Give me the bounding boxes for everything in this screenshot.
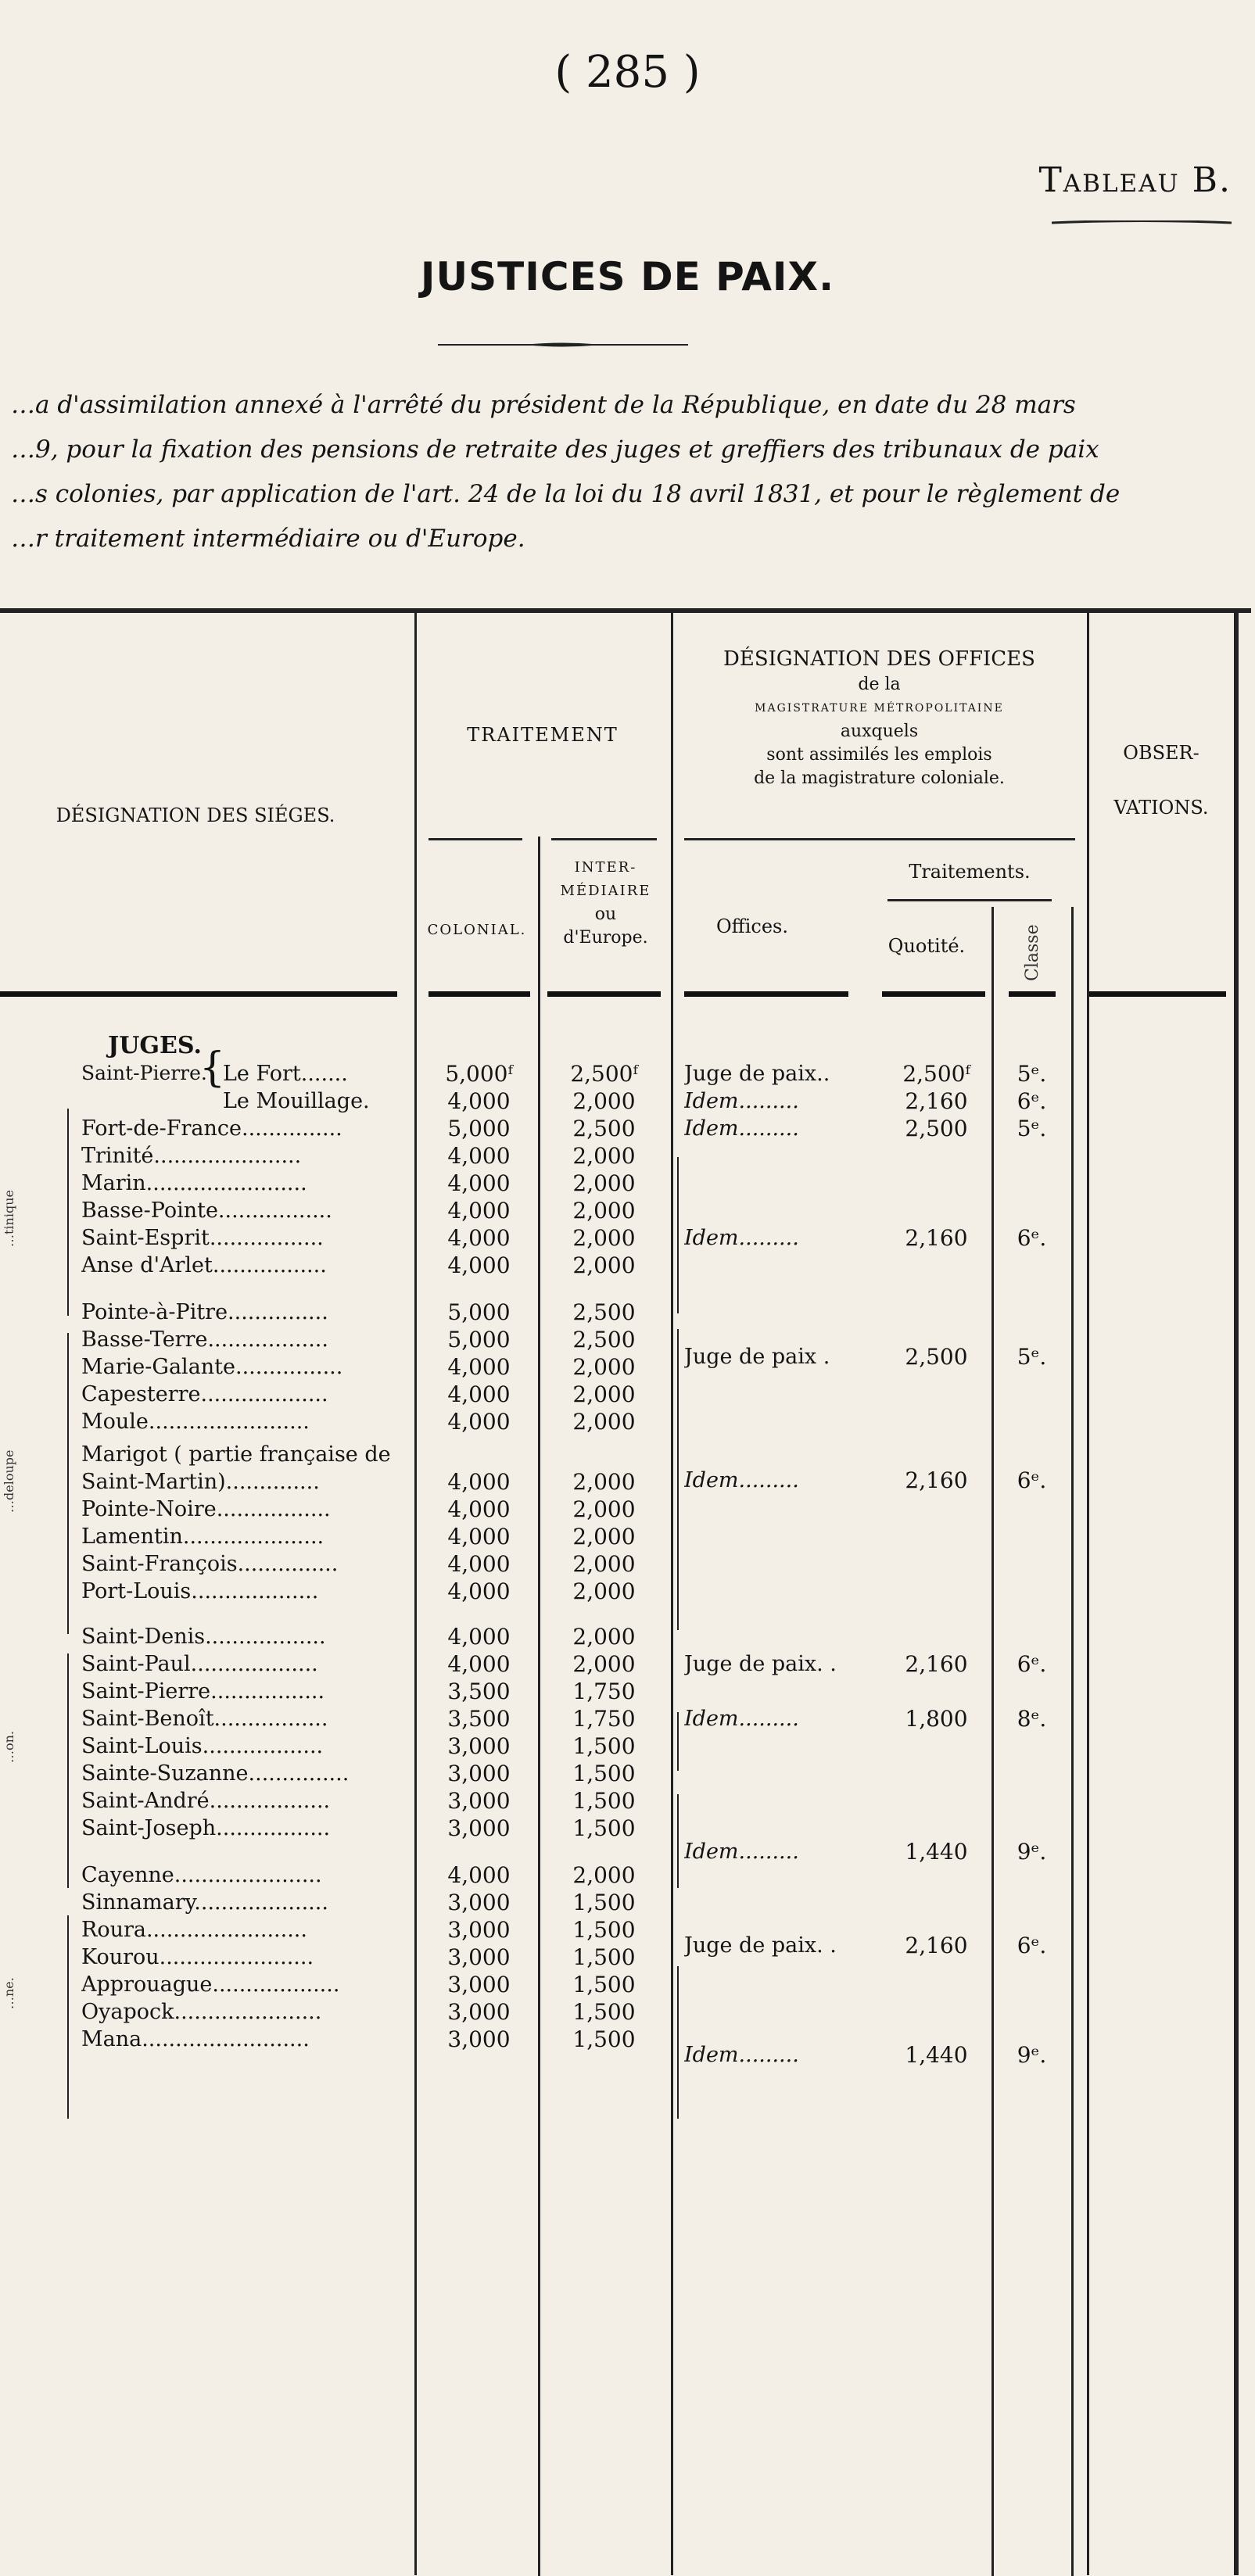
- intermediate-value: 1,500: [572, 1815, 636, 1841]
- seat-name: Saint-André..................: [81, 1789, 331, 1813]
- office-brace: [677, 1966, 679, 2119]
- intermediate-value: 1,500: [572, 2026, 636, 2052]
- intermediate-value: 2,000: [572, 1578, 636, 1604]
- colonial-value: 5,000ᶠ: [445, 1061, 513, 1087]
- office-name: Idem.........: [684, 1089, 799, 1113]
- colonial-value: 4,000: [447, 1862, 511, 1888]
- seat-name: Capesterre...................: [81, 1382, 328, 1406]
- header-line: MÉDIAIRE: [560, 883, 651, 899]
- colonial-value: 5,000: [447, 1299, 511, 1325]
- seat-name: Sinnamary....................: [81, 1890, 328, 1915]
- seat-name: Sainte-Suzanne...............: [81, 1761, 350, 1786]
- office-name: Idem.........: [684, 1116, 799, 1141]
- office-name: Idem.........: [684, 2043, 799, 2067]
- intermediate-value: 2,000: [572, 1198, 636, 1224]
- seat-name: Mana.........................: [81, 2027, 310, 2051]
- intermediate-value: 2,000: [572, 1354, 636, 1380]
- office-quotite: 2,160: [905, 1933, 968, 1958]
- header-observations: [1088, 741, 1234, 819]
- colony-label: …ne.: [2, 1977, 16, 2009]
- colonial-value: 4,000: [447, 1651, 511, 1677]
- seat-name: Saint-Benoît.................: [81, 1707, 328, 1731]
- office-classe: 6ᵉ.: [1017, 1651, 1047, 1677]
- seat-name: Saint-Joseph.................: [81, 1816, 331, 1840]
- office-brace: [677, 1329, 679, 1630]
- seat-name: Approuague...................: [81, 1972, 340, 1997]
- intro-line: …a d'assimilation annexé à l'arrêté du président de la République, en date du 28 mars: [11, 391, 1076, 419]
- office-classe: 6ᵉ.: [1017, 1088, 1047, 1114]
- group-brace: [67, 1333, 69, 1634]
- colonial-value: 4,000: [447, 1252, 511, 1278]
- intermediate-value: 2,000: [572, 1170, 636, 1196]
- column-rule: [684, 991, 848, 997]
- seat-name: Cayenne......................: [81, 1863, 322, 1887]
- header-rule: [551, 838, 657, 840]
- title-ornament: [438, 341, 688, 349]
- column-rule: [428, 991, 530, 997]
- seat-name: Saint-Paul...................: [81, 1652, 318, 1676]
- office-brace: [677, 1157, 679, 1313]
- office-quotite: 1,440: [905, 2042, 968, 2068]
- table-divider: [1087, 613, 1089, 2575]
- header-line: DÉSIGNATION DES OFFICES: [723, 647, 1035, 671]
- intermediate-value: 2,000: [572, 1551, 636, 1577]
- brace-glyph: {: [199, 1044, 226, 1091]
- intermediate-value: 2,500ᶠ: [570, 1061, 638, 1087]
- office-name: Idem.........: [684, 1840, 799, 1864]
- header-line: de la magistrature coloniale.: [754, 769, 1005, 788]
- header-line: de la: [858, 675, 901, 694]
- colonial-value: 4,000: [447, 1524, 511, 1550]
- colonial-value: 4,000: [447, 1551, 511, 1577]
- office-quotite: 2,160: [905, 1088, 968, 1114]
- seat-name: Saint-Louis..................: [81, 1734, 324, 1758]
- office-name: Juge de paix. .: [684, 1933, 837, 1958]
- table-divider: [414, 613, 417, 2575]
- header-designation-offices: [674, 645, 1085, 790]
- column-rule: [547, 991, 661, 997]
- office-brace: [677, 1794, 679, 1888]
- saint-pierre-label: Saint-Pierre.: [81, 1062, 207, 1084]
- intermediate-value: 2,000: [572, 1469, 636, 1495]
- header-line: INTER-: [574, 859, 637, 876]
- intermediate-value: 2,000: [572, 1624, 636, 1650]
- office-quotite: 2,160: [905, 1651, 968, 1677]
- office-quotite: 2,500: [905, 1344, 968, 1370]
- colonial-value: 4,000: [447, 1578, 511, 1604]
- colonial-value: 5,000: [447, 1116, 511, 1141]
- seat-name: Le Fort.......: [223, 1062, 348, 1086]
- header-traitements: Traitements.: [909, 861, 1031, 883]
- office-classe: 9ᵉ.: [1017, 2042, 1047, 2068]
- header-colonial: COLONIAL.: [427, 922, 527, 938]
- colonial-value: 4,000: [447, 1143, 511, 1169]
- header-line: sont assimilés les emplois: [766, 745, 992, 765]
- office-classe: 5ᵉ.: [1017, 1116, 1047, 1141]
- page-title: JUSTICES DE PAIX.: [420, 254, 835, 299]
- seat-name: Saint-Esprit.................: [81, 1226, 324, 1250]
- header-line: d'Europe.: [563, 928, 648, 948]
- header-rule: [887, 899, 1052, 901]
- table-divider: [1071, 907, 1074, 2576]
- intermediate-value: 2,500: [572, 1327, 636, 1352]
- office-classe: 6ᵉ.: [1017, 1225, 1047, 1251]
- intermediate-value: 2,000: [572, 1862, 636, 1888]
- office-name: Juge de paix. .: [684, 1652, 837, 1676]
- intermediate-value: 2,000: [572, 1225, 636, 1251]
- intro-line: …r traitement intermédiaire ou d'Europe.: [11, 525, 525, 553]
- seat-name: Basse-Pointe.................: [81, 1198, 332, 1223]
- seat-name: Saint-Martin)..............: [81, 1470, 320, 1494]
- group-brace: [67, 1653, 69, 1888]
- office-classe: 8ᵉ.: [1017, 1706, 1047, 1732]
- intro-text: [11, 383, 1254, 561]
- office-classe: 6ᵉ.: [1017, 1467, 1047, 1493]
- office-name: Juge de paix..: [684, 1062, 830, 1086]
- header-line: MAGISTRATURE MÉTROPOLITAINE: [755, 702, 1004, 715]
- colonial-value: 4,000: [447, 1198, 511, 1224]
- seat-name: Pointe-Noire.................: [81, 1497, 331, 1521]
- office-quotite: 2,500ᶠ: [902, 1061, 970, 1087]
- table-divider: [1234, 613, 1239, 2575]
- intermediate-value: 1,750: [572, 1679, 636, 1704]
- header-line: auxquels: [840, 722, 919, 741]
- header-traitement: TRAITEMENT: [467, 724, 619, 746]
- table-divider: [538, 837, 540, 2576]
- intermediate-value: 2,000: [572, 1524, 636, 1550]
- colonial-value: 3,500: [447, 1706, 511, 1732]
- seat-name: Marie-Galante................: [81, 1355, 343, 1379]
- office-classe: 9ᵉ.: [1017, 1839, 1047, 1865]
- office-quotite: 1,440: [905, 1839, 968, 1865]
- intro-line: …9, pour la fixation des pensions de retraite des juges et greffiers des tribunaux de paix: [11, 435, 1099, 464]
- office-brace: [677, 1712, 679, 1771]
- seat-name: Moule........................: [81, 1410, 310, 1434]
- colonial-value: 4,000: [447, 1170, 511, 1196]
- colonial-value: 5,000: [447, 1327, 511, 1352]
- seat-name: Le Mouillage.: [223, 1089, 370, 1113]
- header-line: OBSER-: [1123, 742, 1199, 764]
- intermediate-value: 1,500: [572, 1788, 636, 1814]
- intermediate-value: 2,000: [572, 1651, 636, 1677]
- colonial-value: 4,000: [447, 1088, 511, 1114]
- intermediate-value: 1,500: [572, 1999, 636, 2025]
- intermediate-value: 2,000: [572, 1252, 636, 1278]
- seat-name: Port-Louis...................: [81, 1579, 319, 1603]
- intermediate-value: 1,750: [572, 1706, 636, 1732]
- colonial-value: 3,000: [447, 1788, 511, 1814]
- intermediate-value: 2,000: [572, 1143, 636, 1169]
- colonial-value: 3,500: [447, 1679, 511, 1704]
- colonial-value: 4,000: [447, 1354, 511, 1380]
- seat-name: Roura........................: [81, 1918, 307, 1942]
- seat-name: Saint-François...............: [81, 1552, 339, 1576]
- header-quotite: Quotité.: [887, 935, 966, 957]
- colonial-value: 3,000: [447, 1815, 511, 1841]
- intro-line: …s colonies, par application de l'art. 24 de la loi du 18 avril 1831, et pour le règlement de: [11, 480, 1121, 508]
- table-top-rule: [0, 608, 1251, 613]
- seat-name: Kourou.......................: [81, 1945, 314, 1969]
- seat-name: Fort-de-France...............: [81, 1116, 342, 1141]
- seat-name: Oyapock......................: [81, 2000, 322, 2024]
- office-classe: 5ᵉ.: [1017, 1061, 1047, 1087]
- office-quotite: 1,800: [905, 1706, 968, 1732]
- header-classe: Classe: [1023, 924, 1042, 981]
- colonial-value: 3,000: [447, 1999, 511, 2025]
- header-rule: [684, 838, 1075, 840]
- intermediate-value: 1,500: [572, 1761, 636, 1786]
- column-rule: [0, 991, 397, 997]
- office-name: Juge de paix .: [684, 1345, 830, 1369]
- intermediate-value: 2,500: [572, 1116, 636, 1141]
- colonial-value: [426, 1440, 532, 1470]
- colony-label: …on.: [2, 1730, 16, 1763]
- colonial-value: 3,000: [447, 1972, 511, 1997]
- intermediate-value: 2,500: [572, 1299, 636, 1325]
- intermediate-value: [547, 1440, 661, 1470]
- tableau-label: Tableau B.: [1038, 160, 1232, 200]
- seat-name: Lamentin.....................: [81, 1524, 325, 1549]
- colonial-value: 4,000: [447, 1496, 511, 1522]
- seat-name: Pointe-à-Pitre...............: [81, 1300, 328, 1324]
- colonial-value: 4,000: [447, 1409, 511, 1435]
- intermediate-value: 1,500: [572, 1972, 636, 1997]
- office-name: Idem.........: [684, 1226, 799, 1250]
- intermediate-value: 1,500: [572, 1733, 636, 1759]
- header-line: VATIONS.: [1113, 797, 1209, 819]
- group-brace: [67, 1915, 69, 2119]
- header-rule: [428, 838, 522, 840]
- colonial-value: 3,000: [447, 1761, 511, 1786]
- colonial-value: 3,000: [447, 1944, 511, 1970]
- page-number: ( 285 ): [554, 47, 701, 98]
- seat-name: Saint-Pierre.................: [81, 1679, 325, 1704]
- header-line: ou: [594, 905, 617, 924]
- colonial-value: 3,000: [447, 1733, 511, 1759]
- seat-name: Saint-Denis..................: [81, 1625, 326, 1649]
- office-classe: 5ᵉ.: [1017, 1344, 1047, 1370]
- intermediate-value: 2,000: [572, 1088, 636, 1114]
- intermediate-value: 2,000: [572, 1496, 636, 1522]
- seat-name: Anse d'Arlet.................: [81, 1253, 327, 1277]
- colonial-value: 3,000: [447, 2026, 511, 2052]
- seat-name: Marin........................: [81, 1171, 307, 1195]
- colony-label: …tinique: [2, 1190, 16, 1247]
- colonial-value: 4,000: [447, 1381, 511, 1407]
- intermediate-value: 2,000: [572, 1409, 636, 1435]
- colonial-value: 3,000: [447, 1890, 511, 1915]
- column-rule: [1089, 991, 1226, 997]
- colonial-value: 4,000: [447, 1469, 511, 1495]
- header-intermediaire: [541, 856, 670, 950]
- office-quotite: 2,160: [905, 1225, 968, 1251]
- section-title: JUGES.: [108, 1032, 202, 1059]
- office-name: Idem.........: [684, 1468, 799, 1492]
- colonial-value: 4,000: [447, 1624, 511, 1650]
- colony-label: …deloupe: [2, 1449, 16, 1513]
- seat-name: Marigot ( partie française de: [81, 1442, 391, 1467]
- intermediate-value: 1,500: [572, 1944, 636, 1970]
- tableau-ornament: [1052, 220, 1232, 225]
- colonial-value: 3,000: [447, 1917, 511, 1943]
- office-name: Idem.........: [684, 1707, 799, 1731]
- seat-name: Trinité......................: [81, 1144, 302, 1168]
- table-divider: [671, 613, 673, 2575]
- colonial-value: 4,000: [447, 1225, 511, 1251]
- office-quotite: 2,160: [905, 1467, 968, 1493]
- group-brace: [67, 1109, 69, 1316]
- office-quotite: 2,500: [905, 1116, 968, 1141]
- header-offices: Offices.: [716, 915, 788, 937]
- intermediate-value: 1,500: [572, 1890, 636, 1915]
- seat-name: Basse-Terre..................: [81, 1327, 328, 1352]
- intermediate-value: 1,500: [572, 1917, 636, 1943]
- office-classe: 6ᵉ.: [1017, 1933, 1047, 1958]
- column-rule: [882, 991, 985, 997]
- table-divider: [991, 907, 994, 2576]
- intermediate-value: 2,000: [572, 1381, 636, 1407]
- column-rule: [1009, 991, 1056, 997]
- header-designation-sieges: DÉSIGNATION DES SIÉGES.: [56, 804, 335, 826]
